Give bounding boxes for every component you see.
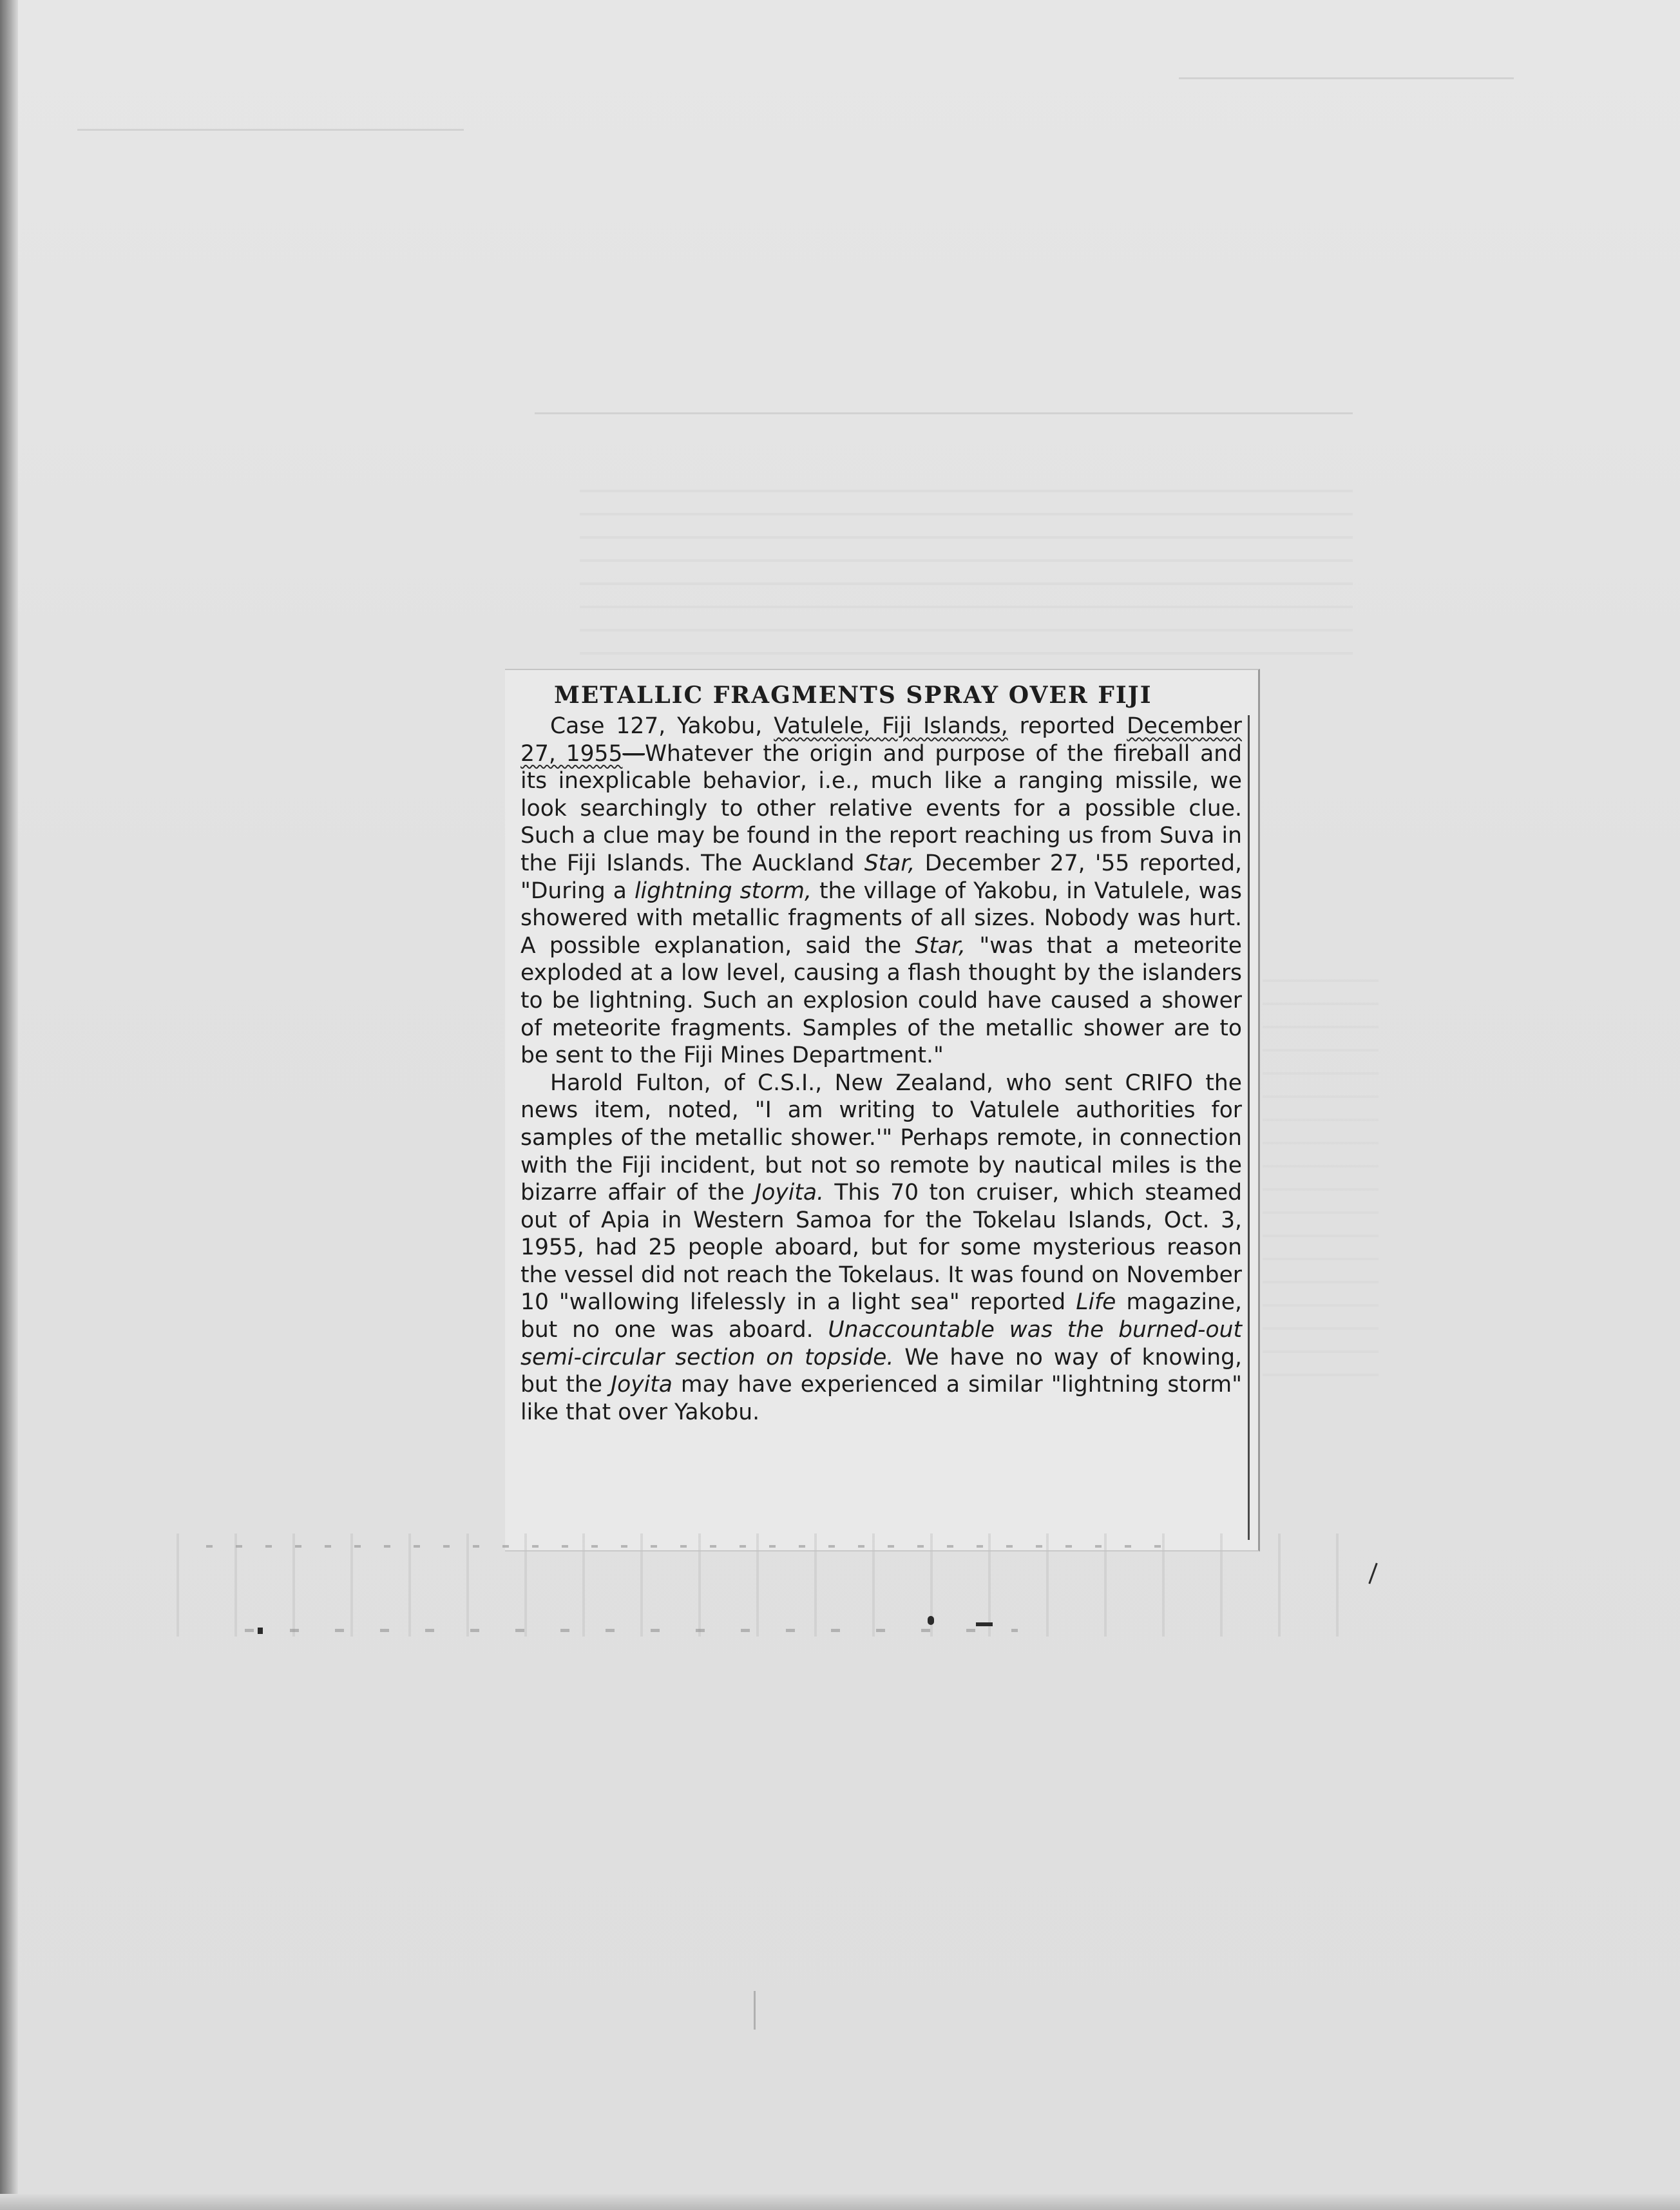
- newspaper-name: Star,: [915, 932, 966, 959]
- bleed-through-rule: [77, 129, 464, 131]
- text-run: Harold Fulton, of C.S.I., New Zealand, who sent CRIFO the news item, noted, "I am writing to Vatulele authorities for samples of the metallic shower.'" Perhaps remote, in connection with the Fiji incident, but not so remote by nautical miles is the bizarre affair of the: [520, 1070, 1242, 1206]
- article-paragraph-1: [520, 713, 1242, 1070]
- newspaper-name: Star,: [864, 850, 915, 876]
- clipping-article: [520, 713, 1242, 1426]
- bleed-through-rule: [1179, 77, 1514, 79]
- clipping-headline: METALLIC FRAGMENTS SPRAY OVER FIJI: [554, 682, 1152, 709]
- scan-noise: [155, 1533, 1379, 1637]
- bleed-through-text-block: [1263, 979, 1379, 1392]
- scan-noise-dots: [245, 1629, 1018, 1632]
- text-run: December 27, '55 reported, "During a: [520, 850, 1242, 904]
- magazine-name: Life: [1076, 1289, 1116, 1316]
- scan-noise-dots: [206, 1545, 1172, 1548]
- text-run: reported: [1007, 713, 1127, 739]
- text-run: magazine, but no one was aboard.: [520, 1289, 1242, 1343]
- bleed-through-rule: [535, 412, 1353, 414]
- scan-speck: [976, 1622, 993, 1626]
- text-run: may have experienced a similar "lightning storm" like that over Yakobu.: [520, 1372, 1242, 1425]
- scan-speck: [928, 1616, 934, 1625]
- struck-dash: —: [622, 740, 645, 767]
- text-run: This 70 ton cruiser, which steamed out of Apia in Western Samoa for the Tokelau Islands, Oct. 3, 1955, had 25 people aboard, but for some mysterious reason the vessel did not reach the Tokelaus. It was found on November 10 "wallowing lifelessly in a light sea" reported: [520, 1180, 1242, 1316]
- scan-bottom-edge: [0, 2194, 1680, 2210]
- bleed-through-text-block: [580, 490, 1353, 657]
- emphasis-text: Unaccountable was the burned-out semi-circular section on topside.: [520, 1317, 1242, 1370]
- underlined-location: Vatulele, Fiji Islands,: [774, 713, 1008, 739]
- article-paragraph-2: [520, 1070, 1242, 1427]
- vessel-name: Joyita: [610, 1372, 673, 1398]
- text-run: We have no way of knowing, but the: [520, 1344, 1242, 1398]
- scan-speck: [258, 1628, 263, 1634]
- emphasis-text: lightning storm,: [634, 878, 812, 904]
- text-run: Whatever the origin and purpose of the fireball and its inexplicable behavior, i.e., much like a ranging missile, we look searchingly to other relative events for a possible clue. Such a clue may be found in the report reaching us from Suva in the Fiji Islands. The Auckland: [520, 740, 1242, 876]
- clipping-column-rule: [1248, 715, 1250, 1540]
- scan-speck: [754, 1991, 756, 2030]
- scan-left-edge: [0, 0, 18, 2210]
- text-run: Case 127, Yakobu,: [550, 713, 774, 739]
- underlined-date: December 27, 1955: [520, 713, 1242, 767]
- text-run: "was that a meteorite exploded at a low level, causing a flash thought by the islanders to be lightning. Such an explosion could have caused a shower of meteorite fragments. Samples of the metallic shower are to be sent to the Fiji Mines Department.": [520, 932, 1242, 1069]
- text-run: the village of Yakobu, in Vatulele, was showered with metallic fragments of all sizes. Nobody was hurt. A possible explanation, said the: [520, 878, 1242, 959]
- vessel-name: Joyita.: [755, 1180, 824, 1206]
